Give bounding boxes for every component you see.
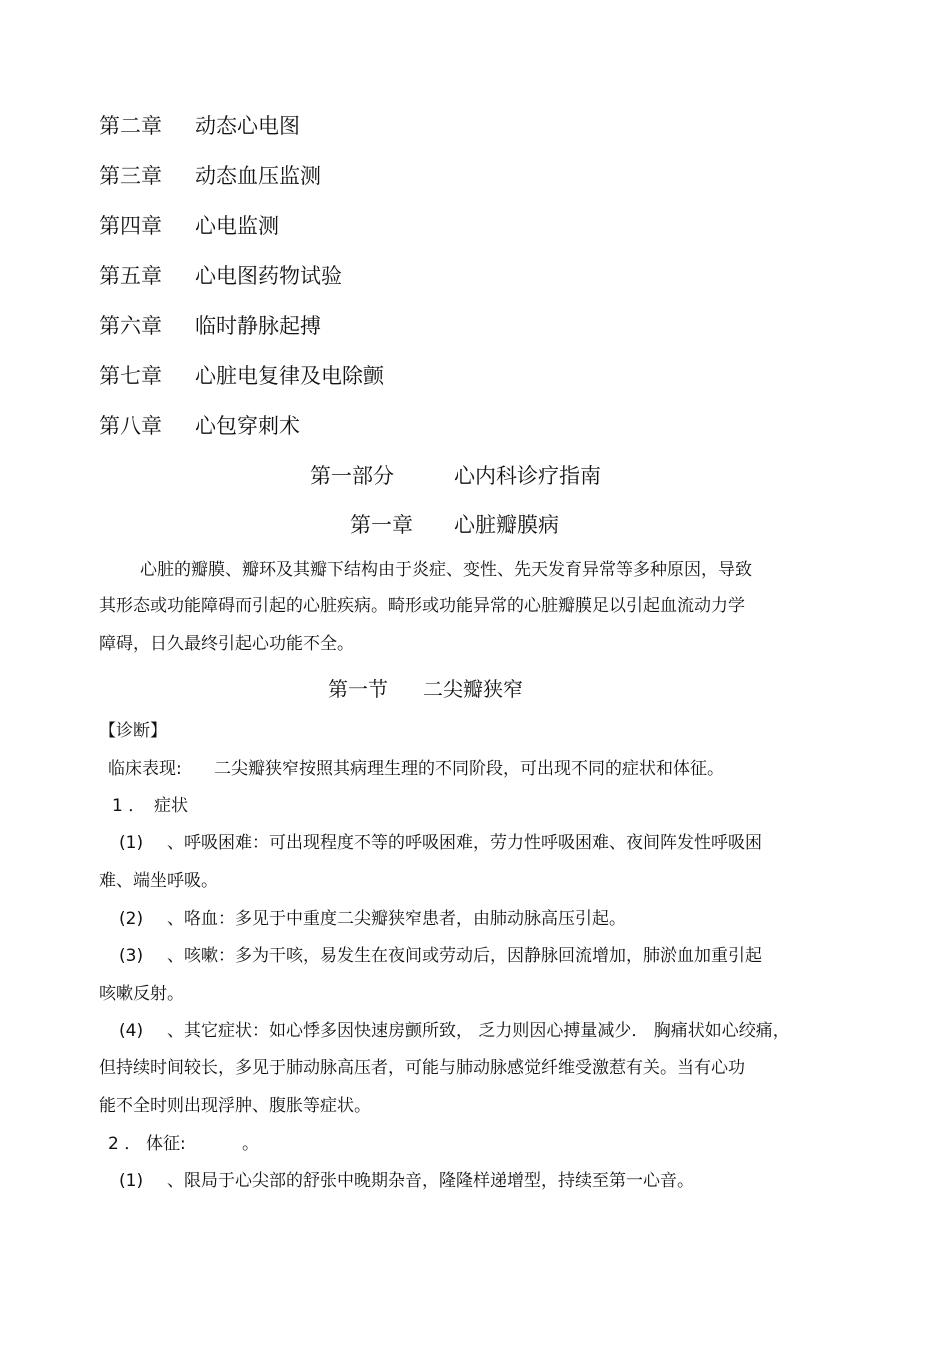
part-label: 第一部分	[310, 464, 394, 488]
toc-chapter-label: 第五章	[99, 264, 162, 288]
item-text: 、咳嗽：多为干咳，易发生在夜间或劳动后，因静脉回流增加，肺淤血加重引起	[167, 946, 762, 966]
toc-entry	[99, 162, 321, 190]
toc-chapter-label: 第七章	[99, 364, 162, 388]
toc-chapter-title: 动态血压监测	[195, 164, 321, 188]
toc-entry	[99, 312, 321, 340]
sign-item	[119, 1169, 694, 1193]
clinical-label: 临床表现:	[108, 759, 182, 779]
item-text: 、限局于心尖部的舒张中晚期杂音，隆隆样递增型，持续至第一心音。	[167, 1171, 694, 1191]
toc-chapter-title: 心脏电复律及电除颤	[195, 364, 384, 388]
intro-line: 其形态或功能障碍而引起的心脏疾病。畸形或功能异常的心脏瓣膜足以引起血流动力学	[99, 596, 745, 616]
item-text: 、其它症状：如心悸多因快速房颤所致， 乏力则因心搏量减少． 胸痛状如心绞痛，	[167, 1021, 790, 1041]
item-number: (3)	[119, 946, 144, 966]
toc-chapter-title: 动态心电图	[195, 114, 300, 138]
item-number: (4)	[119, 1021, 144, 1041]
toc-chapter-title: 临时静脉起搏	[195, 314, 321, 338]
toc-entry	[99, 362, 384, 390]
item-number: (2)	[119, 909, 144, 929]
item-text: 、咯血：多见于中重度二尖瓣狭窄患者，由肺动脉高压引起。	[167, 909, 626, 929]
signs-tail: 。	[242, 1134, 259, 1154]
chapter-label: 第一章	[350, 513, 413, 537]
section-name: 二尖瓣狭窄	[423, 677, 523, 701]
toc-chapter-title: 心电监测	[195, 214, 279, 238]
item-number: (1)	[119, 833, 144, 853]
signs-heading	[108, 1132, 259, 1156]
symptom-item-continuation: 难、端坐呼吸。	[99, 871, 218, 891]
toc-chapter-title: 心电图药物试验	[195, 264, 342, 288]
clinical-line	[108, 757, 724, 781]
toc-chapter-label: 第八章	[99, 414, 162, 438]
section-label: 第一节	[328, 677, 388, 701]
intro-line: 障碍，日久最终引起心功能不全。	[99, 634, 354, 654]
symptom-item-continuation: 能不全时则出现浮肿、腹胀等症状。	[99, 1096, 371, 1116]
part-title	[310, 462, 601, 490]
toc-entry	[99, 412, 300, 440]
toc-entry	[99, 112, 300, 140]
toc-chapter-label: 第三章	[99, 164, 162, 188]
symptoms-title: 症状	[154, 796, 188, 816]
chapter-name: 心脏瓣膜病	[454, 513, 559, 537]
toc-chapter-label: 第二章	[99, 114, 162, 138]
symptom-item-continuation: 咳嗽反射。	[99, 984, 184, 1004]
clinical-text: 二尖瓣狭窄按照其病理生理的不同阶段，可出现不同的症状和体征。	[214, 759, 724, 779]
toc-entry	[99, 212, 279, 240]
toc-entry	[99, 262, 342, 290]
part-name: 心内科诊疗指南	[454, 464, 601, 488]
symptom-item	[119, 944, 762, 968]
signs-number: 2 ．	[108, 1134, 142, 1154]
symptoms-heading	[112, 794, 188, 818]
diagnosis-heading: 【诊断】	[99, 721, 167, 741]
toc-chapter-title: 心包穿刺术	[195, 414, 300, 438]
intro-line: 心脏的瓣膜、瓣环及其瓣下结构由于炎症、变性、先天发育异常等多种原因，导致	[140, 560, 752, 580]
item-text: 、呼吸困难：可出现程度不等的呼吸困难，劳力性呼吸困难、夜间阵发性呼吸困	[167, 833, 762, 853]
chapter-title	[350, 511, 559, 539]
toc-chapter-label: 第六章	[99, 314, 162, 338]
signs-title: 体征:	[146, 1134, 186, 1154]
section-title	[328, 675, 523, 703]
symptom-item-continuation: 但持续时间较长，多见于肺动脉高压者，可能与肺动脉感觉纤维受激惹有关。当有心功	[99, 1058, 745, 1078]
toc-chapter-label: 第四章	[99, 214, 162, 238]
symptom-item	[119, 907, 626, 931]
symptom-item	[119, 831, 762, 855]
item-number: (1)	[119, 1171, 144, 1191]
symptom-item	[119, 1019, 790, 1043]
symptoms-number: 1 ．	[112, 796, 146, 816]
